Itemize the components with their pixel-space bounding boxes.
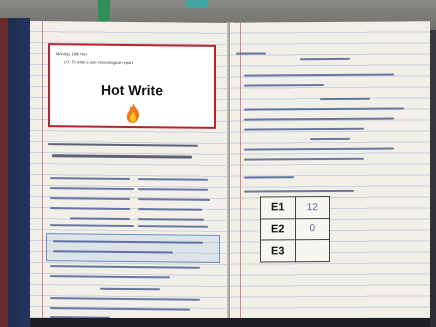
highlighted-paragraph [46, 233, 220, 263]
table-row [261, 240, 330, 262]
self-assessment-table [260, 196, 330, 262]
left-margin-line [42, 21, 43, 321]
table-row [261, 197, 330, 219]
table-row [261, 218, 330, 240]
row-value [295, 240, 329, 262]
hot-write-card [48, 43, 216, 129]
card-date: Monday 18th Nov [56, 51, 88, 57]
row-value: 0 [295, 218, 329, 240]
right-page [230, 21, 430, 322]
teal-object [186, 0, 208, 8]
handwriting-right [230, 21, 430, 22]
row-label: E3 [261, 240, 296, 262]
right-margin-line [240, 23, 241, 323]
row-label: E2 [261, 218, 296, 240]
flame-icon [124, 102, 142, 124]
row-value: 12 [295, 197, 329, 219]
open-exercise-book [30, 22, 430, 322]
green-pen [98, 0, 110, 22]
card-objective: LO: To write a non-chronological report [64, 59, 133, 66]
handwriting-left [30, 21, 230, 23]
row-label: E1 [261, 197, 296, 219]
handwriting-left-lower [30, 21, 230, 23]
book-shadow [30, 318, 430, 327]
red-book-spine [0, 18, 8, 327]
card-title: Hot Write [101, 81, 163, 99]
left-page [30, 21, 230, 323]
